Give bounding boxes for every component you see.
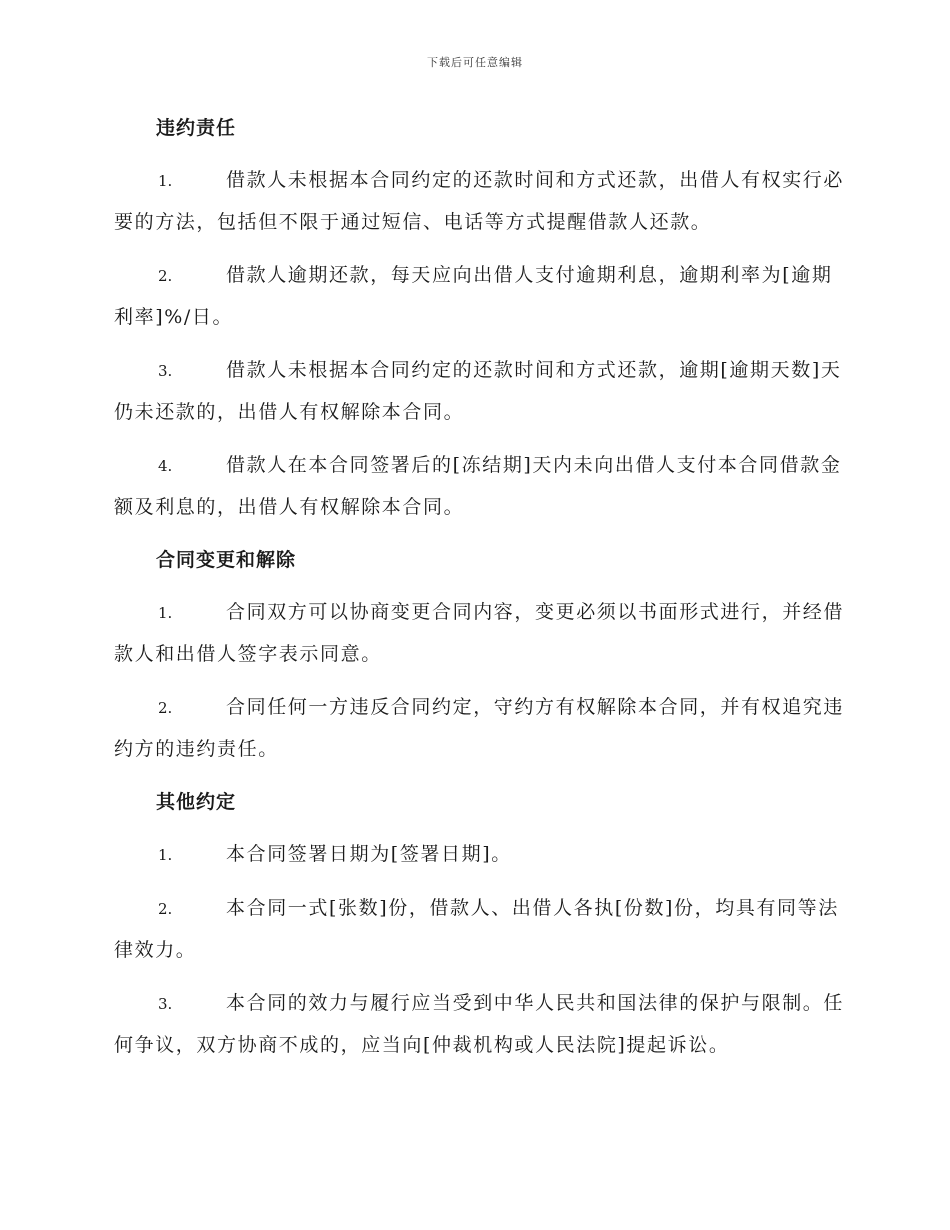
clause-item xyxy=(114,255,844,338)
clause-number: 2. xyxy=(158,699,173,717)
clause-text: 本合同的效力与履行应当受到中华人民共和国法律的保护与限制。任何争议，双方协商不成的，应当向[仲裁机构或人民法院]提起诉讼。 xyxy=(114,992,845,1056)
clause-item xyxy=(114,350,844,433)
clause-number: 1. xyxy=(158,846,173,864)
clause-text: 合同任何一方违反合同约定，守约方有权解除本合同，并有权追究违约方的违约责任。 xyxy=(114,696,845,760)
clause-item xyxy=(114,160,844,243)
document-body xyxy=(114,108,844,1078)
clause-number: 1. xyxy=(158,604,173,622)
clause-text: 借款人未根据本合同约定的还款时间和方式还款，逾期[逾期天数]天仍未还款的，出借人有权解除本合同。 xyxy=(114,359,842,423)
section-heading-other: 其他约定 xyxy=(156,791,237,813)
clause-number: 3. xyxy=(158,995,173,1013)
clause-number: 2. xyxy=(158,900,173,918)
clause-item xyxy=(114,888,844,971)
clause-item xyxy=(114,687,844,770)
clause-number: 1. xyxy=(158,172,173,190)
clause-number: 2. xyxy=(158,267,173,285)
clause-item xyxy=(114,445,844,528)
clause-text: 合同双方可以协商变更合同内容，变更必须以书面形式进行，并经借款人和出借人签字表示同意。 xyxy=(114,601,845,665)
clause-item xyxy=(114,592,844,675)
clause-text: 借款人未根据本合同约定的还款时间和方式还款，出借人有权实行必要的方法，包括但不限于通过短信、电话等方式提醒借款人还款。 xyxy=(114,169,845,233)
clause-number: 4. xyxy=(158,457,173,475)
clause-text: 借款人在本合同签署后的[冻结期]天内未向出借人支付本合同借款金额及利息的，出借人有权解除本合同。 xyxy=(114,454,842,518)
section-heading-modification: 合同变更和解除 xyxy=(156,549,297,571)
clause-text: 借款人逾期还款，每天应向出借人支付逾期利息，逾期利率为[逾期利率]%/日。 xyxy=(114,264,833,328)
clause-item xyxy=(114,834,844,876)
clause-text: 本合同一式[张数]份，借款人、出借人各执[份数]份，均具有同等法律效力。 xyxy=(114,897,839,961)
page-header: 下载后可任意编辑 xyxy=(427,56,523,69)
clause-text: 本合同签署日期为[签署日期]。 xyxy=(226,843,512,865)
clause-item xyxy=(114,983,844,1066)
clause-number: 3. xyxy=(158,362,173,380)
section-heading-breach: 违约责任 xyxy=(156,117,237,139)
